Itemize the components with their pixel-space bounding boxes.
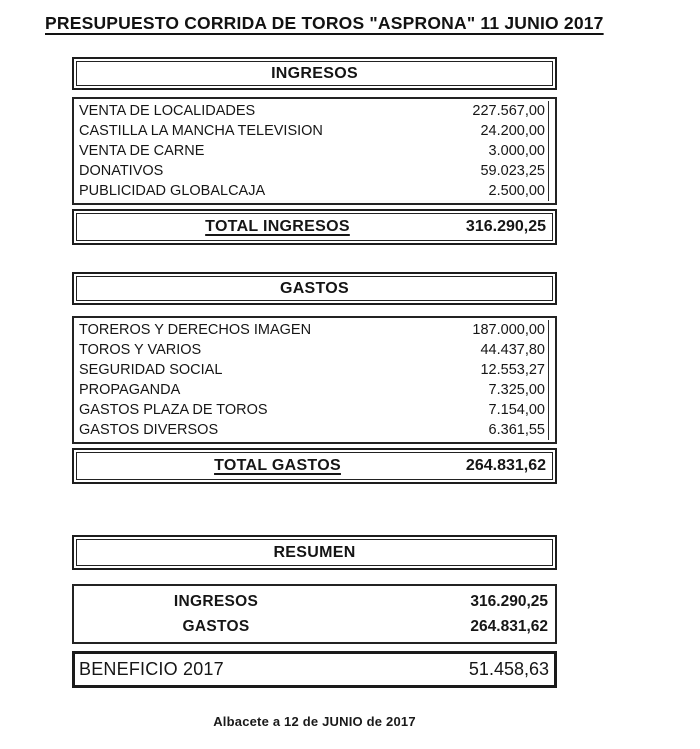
total-value: 316.290,25 <box>465 218 546 235</box>
gastos-section-header-box <box>72 272 557 305</box>
total-label: TOTAL INGRESOS <box>205 218 350 235</box>
gastos-table <box>72 316 557 444</box>
row-label: SEGURIDAD SOCIAL <box>79 362 223 378</box>
total-value: 264.831,62 <box>465 457 546 474</box>
row-value: 7.325,00 <box>433 380 549 400</box>
table-row <box>79 320 555 340</box>
row-label: PUBLICIDAD GLOBALCAJA <box>79 183 266 199</box>
total-label: TOTAL GASTOS <box>214 457 341 474</box>
row-value: 264.831,62 <box>470 618 548 635</box>
ingresos-section-header-label: INGRESOS <box>76 61 553 86</box>
row-label: CASTILLA LA MANCHA TELEVISION <box>79 123 323 139</box>
row-label: TOROS Y VARIOS <box>79 342 202 358</box>
row-label: INGRESOS <box>173 593 259 610</box>
row-label: VENTA DE CARNE <box>79 143 205 159</box>
table-row <box>74 589 555 614</box>
gastos-total-box <box>72 448 557 484</box>
footer-date: Albacete a 12 de JUNIO de 2017 <box>213 714 416 729</box>
ingresos-total-box <box>72 209 557 245</box>
beneficio-value: 51.458,63 <box>468 659 549 679</box>
ingresos-total-row <box>76 213 553 241</box>
row-value: 227.567,00 <box>433 101 549 121</box>
table-row <box>79 101 555 121</box>
row-value: 12.553,27 <box>433 360 549 380</box>
row-label: GASTOS PLAZA DE TOROS <box>79 402 268 418</box>
row-value: 6.361,55 <box>433 420 549 440</box>
table-row <box>79 141 555 161</box>
row-value: 7.154,00 <box>433 400 549 420</box>
resumen-table <box>72 584 557 644</box>
row-value: 59.023,25 <box>433 161 549 181</box>
ingresos-table <box>72 97 557 205</box>
beneficio-box <box>72 651 557 688</box>
row-value: 24.200,00 <box>433 121 549 141</box>
document-title: PRESUPUESTO CORRIDA DE TOROS "ASPRONA" 11 JUNIO 2017 <box>45 13 604 33</box>
row-label: VENTA DE LOCALIDADES <box>79 103 256 119</box>
beneficio-label: BENEFICIO 2017 <box>79 659 224 679</box>
gastos-section-header-label: GASTOS <box>76 276 553 301</box>
resumen-section-header-label: RESUMEN <box>76 539 553 566</box>
gastos-total-row <box>76 452 553 480</box>
row-value: 316.290,25 <box>470 593 548 610</box>
table-row <box>79 420 555 440</box>
resumen-section-header-box <box>72 535 557 570</box>
row-label: GASTOS DIVERSOS <box>79 422 219 438</box>
row-label: TOREROS Y DERECHOS IMAGEN <box>79 322 312 338</box>
table-row <box>79 400 555 420</box>
table-row <box>79 121 555 141</box>
table-row <box>74 614 555 639</box>
ingresos-section-header-box <box>72 57 557 90</box>
row-value: 2.500,00 <box>433 181 549 201</box>
row-label: PROPAGANDA <box>79 382 181 398</box>
row-label: DONATIVOS <box>79 163 164 179</box>
row-value: 3.000,00 <box>433 141 549 161</box>
row-value: 44.437,80 <box>433 340 549 360</box>
table-row <box>79 181 555 201</box>
row-label: GASTOS <box>182 618 250 635</box>
table-row <box>79 360 555 380</box>
table-row <box>79 340 555 360</box>
beneficio-row <box>75 654 554 685</box>
table-row <box>79 380 555 400</box>
table-row <box>79 161 555 181</box>
row-value: 187.000,00 <box>433 320 549 340</box>
